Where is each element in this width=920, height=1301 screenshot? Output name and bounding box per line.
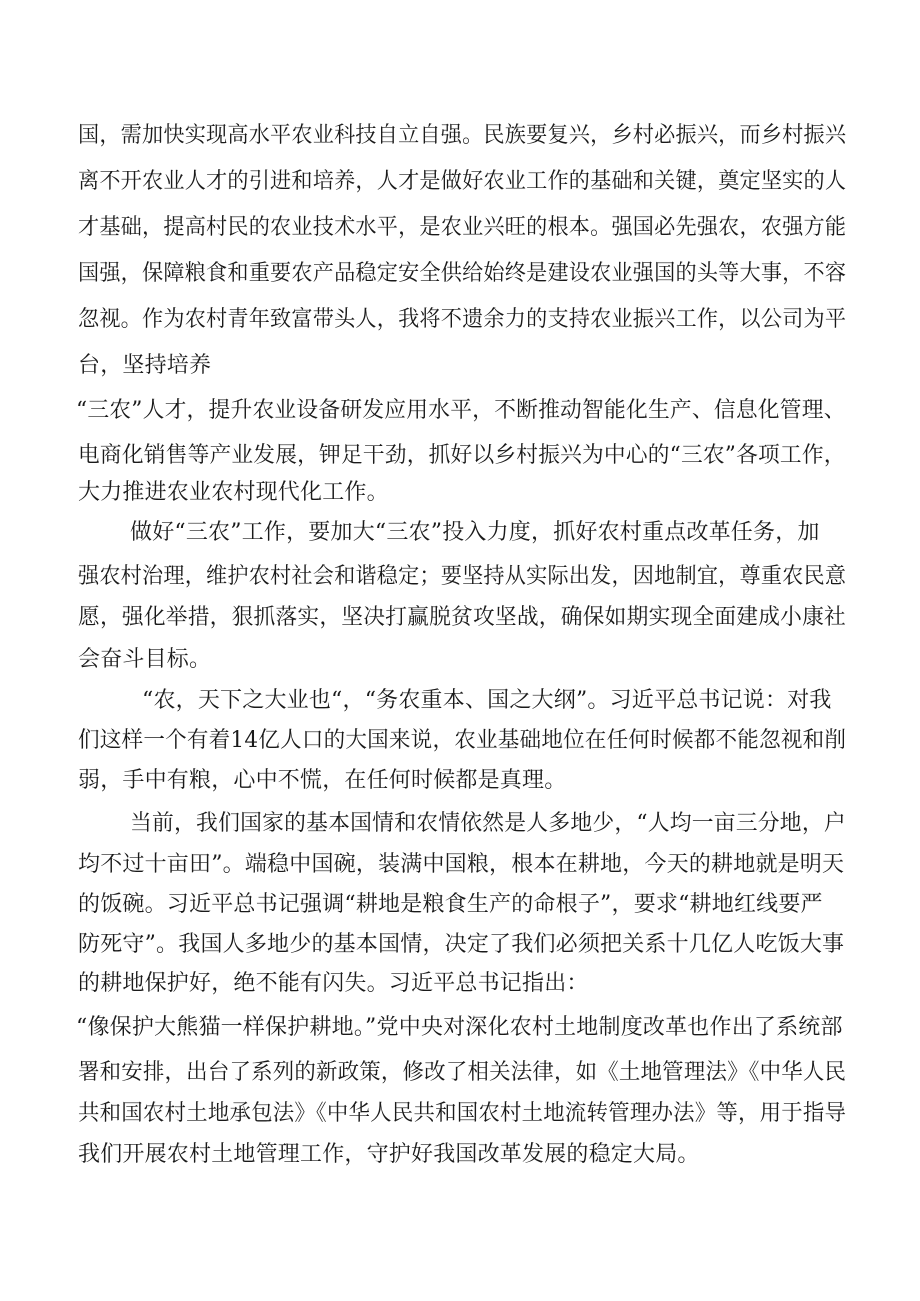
text-line: 电商化销售等产业发展，钾足干劲，抓好以乡村振兴为中心的“三农”各项工作， — [78, 443, 846, 468]
text-line: 做好“三农”工作，要加大“三农”投入力度，抓好农村重点改革任务，加 — [130, 520, 820, 545]
text-line: 防死守”。我国人多地少的基本国情，决定了我们必须把关系十几亿人吃饭大事 — [78, 932, 845, 957]
text-line: 大力推进农业农村现代化工作。 — [78, 480, 389, 505]
text-line: 离不开农业人才的引进和培养，人才是做好农业工作的基础和关键，奠定坚实的人 — [78, 169, 847, 194]
text-line: 才基础，提高村民的农业技术水平，是农业兴旺的根本。强国必先强农，农强方能 — [78, 215, 847, 240]
text-line: 的饭碗。习近平总书记强调“耕地是粮食生产的命根子”，要求“耕地红线要严 — [78, 892, 823, 917]
text-line: 国强，保障粮食和重要农产品稳定安全供给始终是建设农业强国的头等大事，不容 — [78, 261, 847, 286]
text-line: 我们开展农村土地管理工作，守护好我国改革发展的稳定大局。 — [78, 1142, 700, 1167]
text-line: 强农村治理，维护农村社会和谐稳定；要坚持从实际出发，因地制宜，尊重农民意 — [78, 564, 847, 589]
text-line: 忽视。作为农村青年致富带头人，我将不遗余力的支持农业振兴工作，以公司为平 — [78, 307, 847, 332]
text-line: “三农”人才，提升农业设备研发应用水平，不断推动智能化生产、信息化管理、 — [76, 398, 846, 423]
text-line: 共和国农村土地承包法》《中华人民共和国农村土地流转管理办法》等，用于指导 — [78, 1101, 847, 1126]
text-line: “像保护大熊猫一样保护耕地。”党中央对深化农村土地制度改革也作出了系统部 — [76, 1015, 843, 1040]
text-line: 们这样一个有着14亿人口的大国来说，农业基础地位在任何时候都不能忽视和削 — [78, 728, 847, 753]
text-line: 会奋斗目标。 — [78, 647, 212, 672]
text-line: 署和安排，出台了系列的新政策，修改了相关法律，如《土地管理法》《中华人民 — [78, 1060, 847, 1085]
text-line: 台，坚持培养 — [78, 353, 212, 378]
text-line: “农，天下之大业也“，“务农重本、国之大纲”。习近平总书记说：对我 — [142, 688, 832, 713]
text-line: 的耕地保护好，绝不能有闪失。习近平总书记指出： — [78, 971, 589, 996]
text-line: 弱，手中有粮，心中不慌，在任何时候都是真理。 — [78, 768, 567, 793]
text-line: 国，需加快实现高水平农业科技自立自强。民族要复兴，乡村必振兴，而乡村振兴 — [78, 123, 847, 148]
text-line: 愿，强化举措，狠抓落实，坚决打赢脱贫攻坚战，确保如期实现全面建成小康社 — [78, 605, 847, 630]
text-line: 当前，我们国家的基本国情和农情依然是人多地少，“人均一亩三分地，户 — [130, 811, 846, 836]
text-line: 均不过十亩田”。端稳中国碗，装满中国粮，根本在耕地，今天的耕地就是明天 — [78, 852, 845, 877]
